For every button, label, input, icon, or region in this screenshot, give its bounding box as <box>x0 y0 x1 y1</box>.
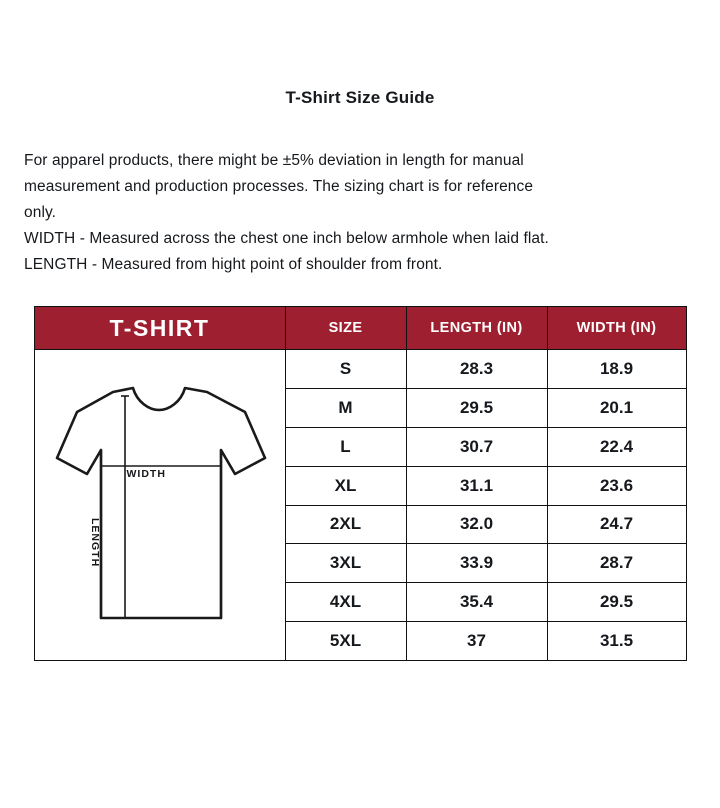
intro-line-5: LENGTH - Measured from hight point of shoulder from front. <box>24 256 443 273</box>
table-row <box>34 350 686 389</box>
cell-width: 18.9 <box>547 350 686 389</box>
brand-label: T-SHIRT <box>34 307 285 350</box>
cell-size: M <box>285 388 406 427</box>
size-table-container <box>24 306 696 661</box>
column-header-length: LENGTH (IN) <box>406 307 547 350</box>
intro-line-2: measurement and production processes. The sizing chart is for reference <box>24 178 534 195</box>
cell-length: 28.3 <box>406 350 547 389</box>
cell-width: 23.6 <box>547 466 686 505</box>
intro-line-3: only. <box>24 204 57 221</box>
cell-length: 32.0 <box>406 505 547 544</box>
cell-length: 31.1 <box>406 466 547 505</box>
cell-width: 20.1 <box>547 388 686 427</box>
cell-size: L <box>285 427 406 466</box>
cell-length: 29.5 <box>406 388 547 427</box>
column-header-size: SIZE <box>285 307 406 350</box>
page-title: T-Shirt Size Guide <box>285 88 435 107</box>
illustration-width-label: WIDTH <box>126 468 166 480</box>
cell-width: 31.5 <box>547 622 686 661</box>
table-header-row <box>34 307 686 350</box>
illustration-length-label: LENGTH <box>88 518 101 568</box>
size-chart-table <box>34 306 687 661</box>
cell-size: XL <box>285 466 406 505</box>
size-guide-page <box>0 88 720 808</box>
tshirt-illustration <box>35 350 281 660</box>
cell-size: S <box>285 350 406 389</box>
cell-width: 29.5 <box>547 583 686 622</box>
cell-length: 37 <box>406 622 547 661</box>
table-header <box>34 307 686 350</box>
cell-width: 24.7 <box>547 505 686 544</box>
cell-length: 33.9 <box>406 544 547 583</box>
cell-size: 4XL <box>285 583 406 622</box>
intro-line-4: WIDTH - Measured across the chest one inch below armhole when laid flat. <box>24 230 549 247</box>
cell-size: 3XL <box>285 544 406 583</box>
intro-text <box>24 148 696 278</box>
cell-size: 2XL <box>285 505 406 544</box>
column-header-width: WIDTH (IN) <box>547 307 686 350</box>
cell-length: 30.7 <box>406 427 547 466</box>
cell-length: 35.4 <box>406 583 547 622</box>
tshirt-illustration-cell <box>34 350 285 661</box>
cell-size: 5XL <box>285 622 406 661</box>
table-body <box>34 350 686 661</box>
tshirt-icon <box>35 350 281 660</box>
intro-line-1: For apparel products, there might be ±5% deviation in length for manual <box>24 152 524 169</box>
cell-width: 22.4 <box>547 427 686 466</box>
cell-width: 28.7 <box>547 544 686 583</box>
